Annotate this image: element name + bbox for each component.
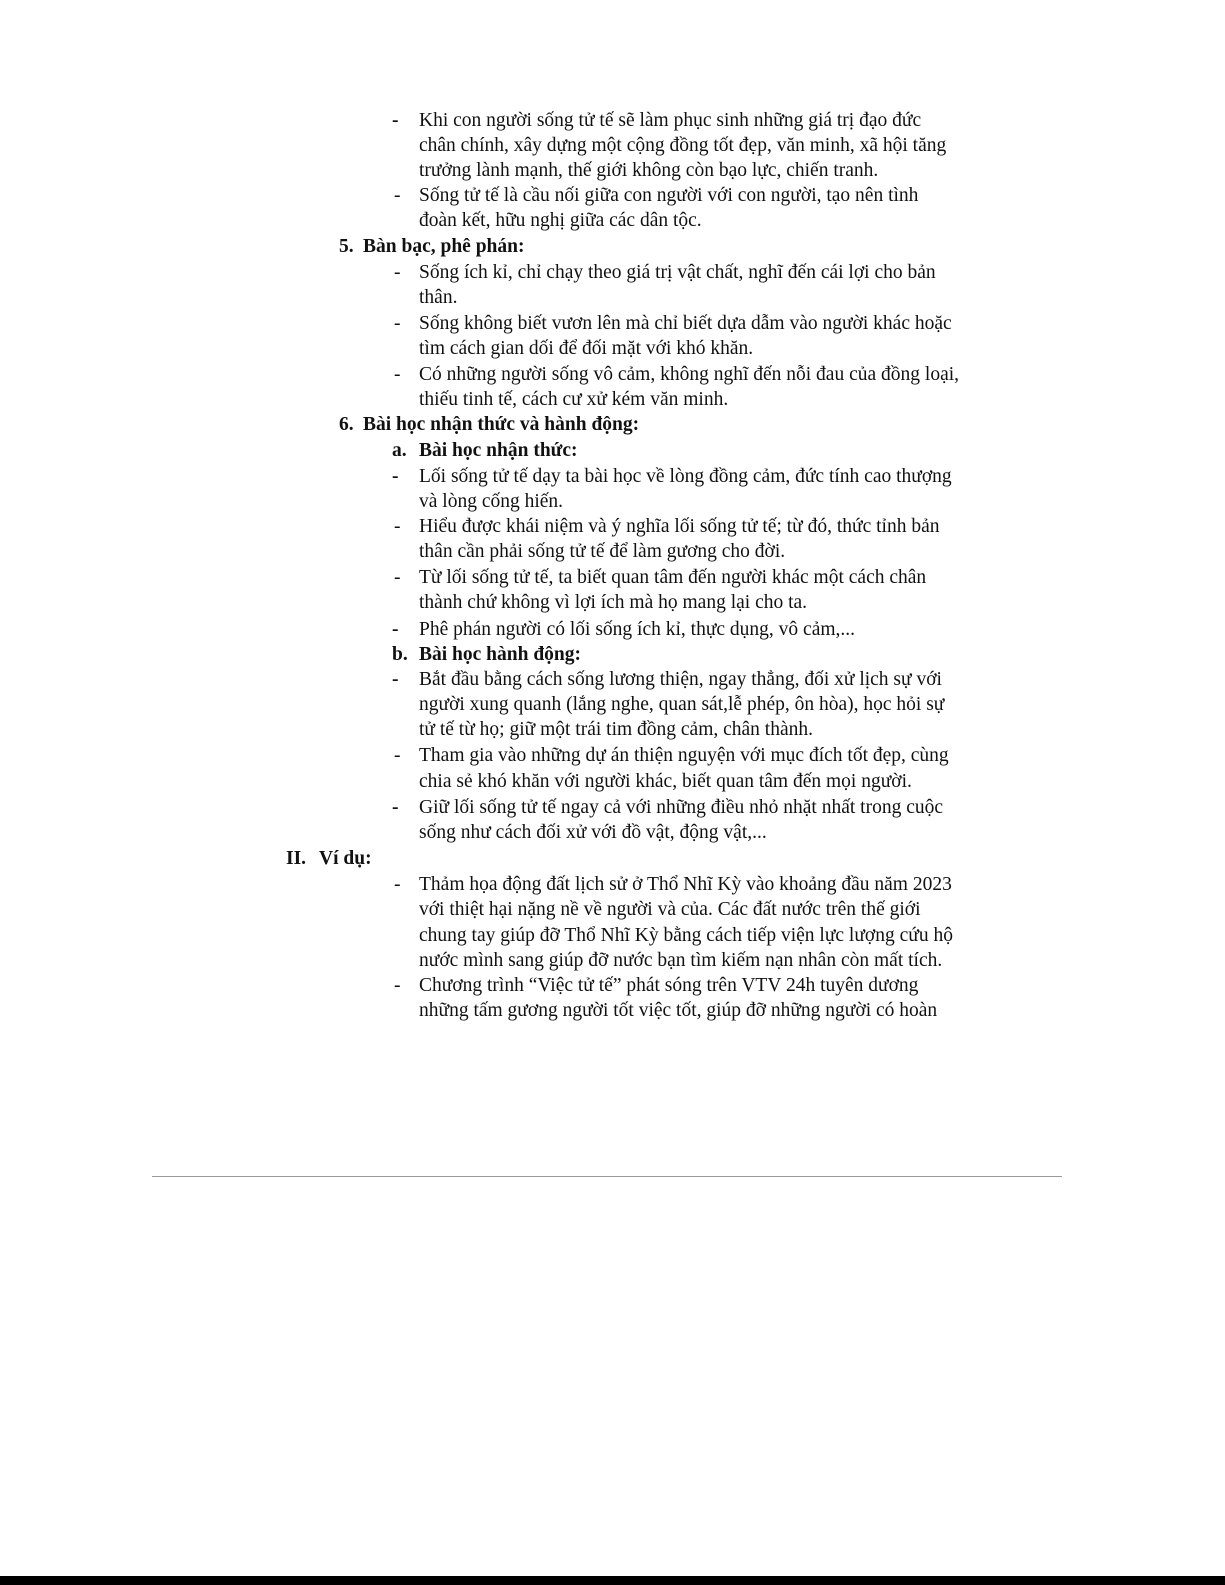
subsection-heading: Bài học hành động: xyxy=(419,644,582,665)
text-line: chia sẻ khó khăn với người khác, biết quan tâm đến mọi người. xyxy=(419,771,912,792)
text-line: Có những người sống vô cảm, không nghĩ đến nỗi đau của đồng loại, xyxy=(419,364,960,385)
subsection-heading: Bài học nhận thức: xyxy=(419,440,578,461)
text-line: với thiệt hại nặng nề về người và của. Các đất nước trên thế giới xyxy=(419,899,921,920)
bullet-dash: - xyxy=(394,745,401,766)
text-line: thân. xyxy=(419,287,458,308)
text-line: nước mình sang giúp đỡ nước bạn tìm kiếm nạn nhân còn mất tích. xyxy=(419,950,943,971)
section-heading: Ví dụ: xyxy=(319,848,372,869)
text-line: người xung quanh (lắng nghe, quan sát,lễ phép, ôn hòa), học hỏi sự xyxy=(419,694,945,715)
bullet-dash: - xyxy=(392,669,399,690)
text-line: chân chính, xây dựng một cộng đồng tốt đẹp, văn minh, xã hội tăng xyxy=(419,135,947,156)
text-line: Thảm họa động đất lịch sử ở Thổ Nhĩ Kỳ vào khoảng đầu năm 2023 xyxy=(419,874,952,895)
bullet-dash: - xyxy=(394,975,401,996)
bullet-dash: - xyxy=(392,110,399,131)
bullet-dash: - xyxy=(392,619,399,640)
text-line: Lối sống tử tế dạy ta bài học về lòng đồng cảm, đức tính cao thượng xyxy=(419,466,952,487)
page-separator xyxy=(152,1176,1062,1177)
bullet-dash: - xyxy=(394,262,401,283)
text-line: Phê phán người có lối sống ích kỉ, thực dụng, vô cảm,... xyxy=(419,619,856,640)
text-line: Sống không biết vươn lên mà chỉ biết dựa dẫm vào người khác hoặc xyxy=(419,313,952,334)
text-line: thiếu tinh tế, cách cư xử kém văn minh. xyxy=(419,389,729,410)
subheading-letter: b. xyxy=(392,644,408,665)
bottom-edge xyxy=(0,1576,1225,1585)
text-line: Chương trình “Việc tử tế” phát sóng trên VTV 24h tuyên dương xyxy=(419,975,919,996)
text-line: Hiểu được khái niệm và ý nghĩa lối sống tử tế; từ đó, thức tỉnh bản xyxy=(419,516,940,537)
text-line: Tham gia vào những dự án thiện nguyện với mục đích tốt đẹp, cùng xyxy=(419,745,949,766)
text-line: Khi con người sống tử tế sẽ làm phục sinh những giá trị đạo đức xyxy=(419,110,922,131)
bullet-dash: - xyxy=(392,797,399,818)
text-line: sống như cách đối xử với đồ vật, động vật,... xyxy=(419,822,767,843)
bullet-dash: - xyxy=(394,567,401,588)
bullet-dash: - xyxy=(394,185,401,206)
text-line: tìm cách gian dối để đối mặt với khó khăn. xyxy=(419,338,754,359)
text-line: Bắt đầu bằng cách sống lương thiện, ngay thẳng, đối xử lịch sự với xyxy=(419,669,942,690)
bullet-dash: - xyxy=(394,364,401,385)
text-line: Từ lối sống tử tế, ta biết quan tâm đến người khác một cách chân xyxy=(419,567,927,588)
bullet-dash: - xyxy=(394,516,401,537)
text-line: thành chứ không vì lợi ích mà họ mang lại cho ta. xyxy=(419,592,808,613)
heading-number: 6. xyxy=(339,414,354,435)
text-line: Sống tử tế là cầu nối giữa con người với con người, tạo nên tình xyxy=(419,185,919,206)
bullet-dash: - xyxy=(394,874,401,895)
text-line: Giữ lối sống tử tế ngay cả với những điều nhỏ nhặt nhất trong cuộc xyxy=(419,797,944,818)
text-line: trưởng lành mạnh, thế giới không còn bạo lực, chiến tranh. xyxy=(419,160,879,181)
text-line: chung tay giúp đỡ Thổ Nhĩ Kỳ bằng cách tiếp viện lực lượng cứu hộ xyxy=(419,925,953,946)
heading-number: 5. xyxy=(339,236,354,257)
text-line: và lòng cống hiến. xyxy=(419,491,564,512)
heading-roman: II. xyxy=(286,848,307,869)
text-line: tử tế từ họ; giữ một trái tim đồng cảm, chân thành. xyxy=(419,719,814,740)
subheading-letter: a. xyxy=(392,440,407,461)
bullet-dash: - xyxy=(392,466,399,487)
bullet-dash: - xyxy=(394,313,401,334)
text-line: những tấm gương người tốt việc tốt, giúp đỡ những người có hoàn xyxy=(419,1000,938,1021)
section-heading: Bàn bạc, phê phán: xyxy=(363,236,525,257)
text-line: Sống ích kỉ, chỉ chạy theo giá trị vật chất, nghĩ đến cái lợi cho bản xyxy=(419,262,936,283)
section-heading: Bài học nhận thức và hành động: xyxy=(363,414,640,435)
text-line: thân cần phải sống tử tế để làm gương cho đời. xyxy=(419,541,786,562)
text-line: đoàn kết, hữu nghị giữa các dân tộc. xyxy=(419,210,702,231)
